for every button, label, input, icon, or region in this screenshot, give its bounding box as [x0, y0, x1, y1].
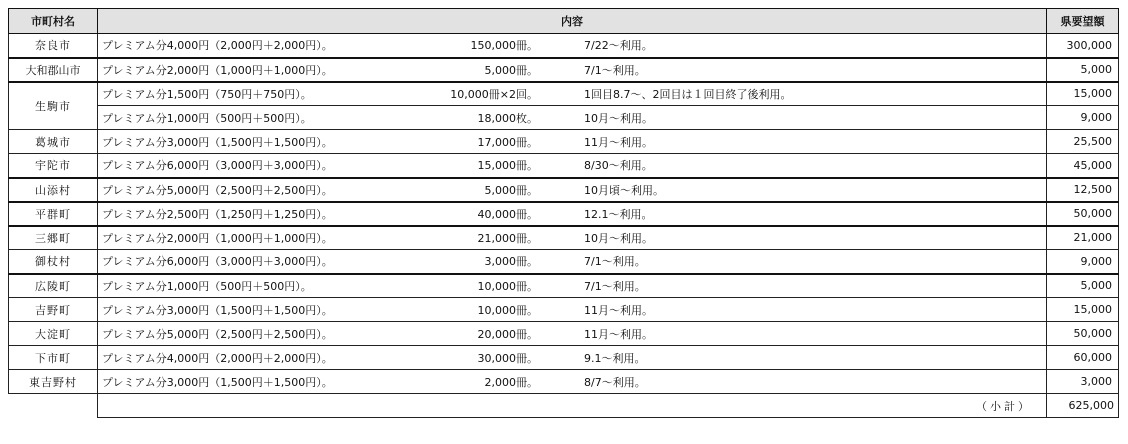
request-amount: 25,500 — [1047, 130, 1119, 154]
usage-period: 11月～利用。 — [584, 327, 653, 341]
content-cell — [98, 298, 1047, 322]
city-name: 下市町 — [9, 346, 98, 370]
quantity: 150,000冊。 — [470, 39, 538, 53]
usage-period: 1回目8.7～、2回目は１回目終了後利用。 — [584, 87, 792, 101]
request-amount: 45,000 — [1047, 154, 1119, 178]
quantity: 21,000冊。 — [477, 231, 538, 245]
premium-desc: プレミアム分6,000円（3,000円＋3,000円）。 — [102, 159, 333, 173]
content-cell — [98, 58, 1047, 82]
content-cell — [98, 202, 1047, 226]
content-cell — [98, 178, 1047, 202]
premium-desc: プレミアム分2,000円（1,000円＋1,000円）。 — [102, 231, 333, 245]
empty-cell — [9, 394, 98, 418]
usage-period: 10月～利用。 — [584, 111, 653, 125]
usage-period: 8/30～利用。 — [584, 159, 653, 173]
usage-period: 12.1～利用。 — [584, 207, 653, 221]
usage-period: 7/1～利用。 — [584, 63, 646, 77]
content-cell — [98, 154, 1047, 178]
quantity: 10,000冊。 — [477, 303, 538, 317]
premium-desc: プレミアム分4,000円（2,000円＋2,000円）。 — [102, 351, 333, 365]
premium-desc: プレミアム分5,000円（2,500円＋2,500円）。 — [102, 183, 333, 197]
table-row — [9, 82, 1119, 106]
usage-period: 7/22～利用。 — [584, 39, 653, 53]
request-amount: 60,000 — [1047, 346, 1119, 370]
table-row — [9, 298, 1119, 322]
header-city: 市町村名 — [9, 9, 98, 34]
premium-desc: プレミアム分1,500円（750円＋750円）。 — [102, 87, 312, 101]
premium-desc: プレミアム分3,000円（1,500円＋1,500円）。 — [102, 135, 333, 149]
table-row — [9, 202, 1119, 226]
city-name: 広陵町 — [9, 274, 98, 298]
city-name: 宇陀市 — [9, 154, 98, 178]
request-amount: 9,000 — [1047, 106, 1119, 130]
quantity: 17,000冊。 — [477, 135, 538, 149]
quantity: 40,000冊。 — [477, 207, 538, 221]
table-row — [9, 346, 1119, 370]
city-name: 奈良市 — [9, 34, 98, 58]
request-amount: 50,000 — [1047, 202, 1119, 226]
content-cell — [98, 322, 1047, 346]
request-amount: 15,000 — [1047, 298, 1119, 322]
content-cell — [98, 34, 1047, 58]
city-name: 吉野町 — [9, 298, 98, 322]
table-row — [9, 370, 1119, 394]
usage-period: 9.1～利用。 — [584, 351, 646, 365]
usage-period: 11月～利用。 — [584, 303, 653, 317]
premium-desc: プレミアム分2,000円（1,000円＋1,000円）。 — [102, 63, 333, 77]
content-cell — [98, 250, 1047, 274]
subtotal-value: 625,000 — [1047, 394, 1119, 418]
city-name: 平群町 — [9, 202, 98, 226]
city-name: 東吉野村 — [9, 370, 98, 394]
request-amount: 50,000 — [1047, 322, 1119, 346]
header-amount: 県要望額 — [1047, 9, 1119, 34]
request-amount: 12,500 — [1047, 178, 1119, 202]
usage-period: 7/1～利用。 — [584, 279, 646, 293]
table-row — [9, 34, 1119, 58]
quantity: 10,000冊×2回。 — [450, 87, 538, 101]
content-cell — [98, 106, 1047, 130]
quantity: 20,000冊。 — [477, 327, 538, 341]
quantity: 10,000冊。 — [477, 279, 538, 293]
request-amount: 3,000 — [1047, 370, 1119, 394]
premium-desc: プレミアム分6,000円（3,000円＋3,000円）。 — [102, 255, 333, 269]
premium-desc: プレミアム分3,000円（1,500円＋1,500円）。 — [102, 303, 333, 317]
header-row — [9, 9, 1119, 34]
request-amount: 21,000 — [1047, 226, 1119, 250]
prefecture-request-table — [8, 8, 1119, 418]
quantity: 30,000冊。 — [477, 351, 538, 365]
usage-period: 10月～利用。 — [584, 231, 653, 245]
premium-desc: プレミアム分3,000円（1,500円＋1,500円）。 — [102, 375, 333, 389]
request-amount: 300,000 — [1047, 34, 1119, 58]
city-name: 生駒市 — [9, 82, 98, 130]
content-cell — [98, 274, 1047, 298]
request-amount: 9,000 — [1047, 250, 1119, 274]
content-cell — [98, 82, 1047, 106]
premium-desc: プレミアム分4,000円（2,000円＋2,000円）。 — [102, 39, 333, 53]
content-cell — [98, 130, 1047, 154]
request-amount: 5,000 — [1047, 58, 1119, 82]
content-cell — [98, 346, 1047, 370]
table-row — [9, 322, 1119, 346]
table-row — [9, 178, 1119, 202]
request-amount: 5,000 — [1047, 274, 1119, 298]
content-cell — [98, 226, 1047, 250]
city-name: 山添村 — [9, 178, 98, 202]
quantity: 18,000枚。 — [477, 111, 538, 125]
subtotal-label: （小計） — [98, 394, 1047, 418]
quantity: 3,000冊。 — [484, 255, 538, 269]
city-name: 大淀町 — [9, 322, 98, 346]
quantity: 5,000冊。 — [484, 63, 538, 77]
header-content: 内容 — [98, 9, 1047, 34]
quantity: 2,000冊。 — [484, 375, 538, 389]
premium-desc: プレミアム分5,000円（2,500円＋2,500円）。 — [102, 327, 333, 341]
content-cell — [98, 370, 1047, 394]
usage-period: 7/1～利用。 — [584, 255, 646, 269]
request-amount: 15,000 — [1047, 82, 1119, 106]
table-row — [9, 130, 1119, 154]
city-name: 三郷町 — [9, 226, 98, 250]
city-name: 葛城市 — [9, 130, 98, 154]
premium-desc: プレミアム分1,000円（500円＋500円）。 — [102, 111, 312, 125]
table-row — [9, 226, 1119, 250]
city-name: 大和郡山市 — [9, 58, 98, 82]
quantity: 5,000冊。 — [484, 183, 538, 197]
table-row — [9, 106, 1119, 130]
usage-period: 10月頃～利用。 — [584, 183, 664, 197]
table-row — [9, 154, 1119, 178]
premium-desc: プレミアム分2,500円（1,250円＋1,250円）。 — [102, 207, 333, 221]
quantity: 15,000冊。 — [477, 159, 538, 173]
table-row — [9, 274, 1119, 298]
usage-period: 8/7～利用。 — [584, 375, 646, 389]
city-name: 御杖村 — [9, 250, 98, 274]
subtotal-row — [9, 394, 1119, 418]
premium-desc: プレミアム分1,000円（500円＋500円）。 — [102, 279, 312, 293]
table-row — [9, 58, 1119, 82]
usage-period: 11月～利用。 — [584, 135, 653, 149]
table-row — [9, 250, 1119, 274]
